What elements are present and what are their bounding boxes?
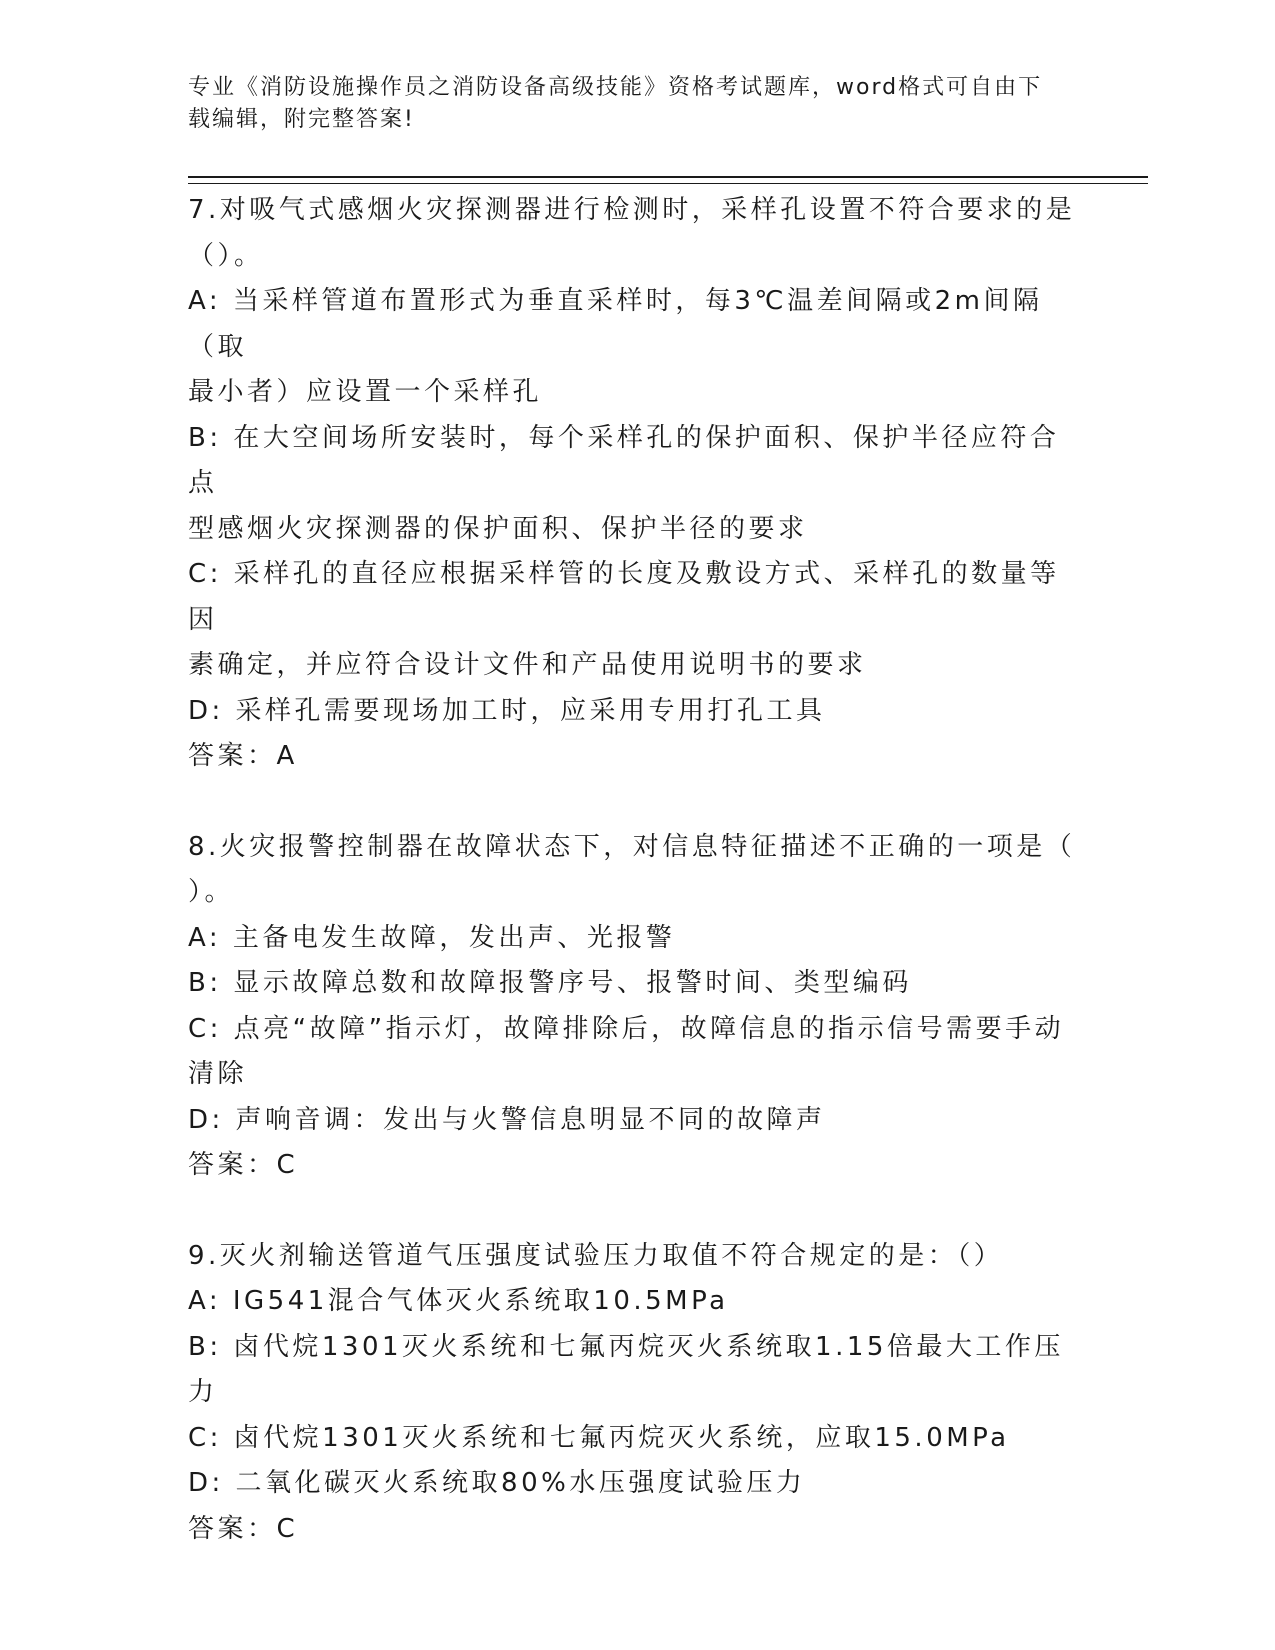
option-a: A: 主备电发生故障，发出声、光报警 bbox=[188, 922, 676, 953]
option-b: B: 卤代烷1301灭火系统和七氟丙烷灭火系统取1.15倍最大工作压力 bbox=[188, 1331, 1064, 1407]
question-stem: ）。 bbox=[188, 877, 235, 907]
option-c: 素确定，并应符合设计文件和产品使用说明书的要求 bbox=[188, 650, 867, 680]
option-c: C: 点亮“故障”指示灯，故障排除后，故障信息的指示信号需要手动 bbox=[188, 1013, 1065, 1044]
option-b: B: 在大空间场所安装时，每个采样孔的保护面积、保护半径应符合点 bbox=[188, 422, 1060, 498]
answer-label: 答案：A bbox=[188, 741, 298, 771]
option-a: 最小者）应设置一个采样孔 bbox=[188, 377, 543, 407]
option-c: C: 卤代烷1301灭火系统和七氟丙烷灭火系统，应取15.0MPa bbox=[188, 1422, 1010, 1453]
option-a: A: 当采样管道布置形式为垂直采样时，每3℃温差间隔或2m间隔（取 bbox=[188, 286, 1043, 362]
header-line: 载编辑，附完整答案! bbox=[188, 107, 415, 132]
document-header bbox=[188, 72, 1088, 136]
question-8 bbox=[188, 825, 1088, 1189]
option-a: A: IG541混合气体灭火系统取10.5MPa bbox=[188, 1286, 729, 1316]
question-stem: 8.火灾报警控制器在故障状态下，对信息特征描述不正确的一项是（ bbox=[188, 831, 1076, 862]
header-divider-thin bbox=[188, 183, 1148, 184]
option-d: D: 声响音调：发出与火警信息明显不同的故障声 bbox=[188, 1104, 826, 1135]
option-d: D: 采样孔需要现场加工时，应采用专用打孔工具 bbox=[188, 695, 826, 726]
answer-label: 答案：C bbox=[188, 1150, 299, 1180]
question-list bbox=[188, 188, 1088, 1597]
option-b: 型感烟火灾探测器的保护面积、保护半径的要求 bbox=[188, 513, 808, 544]
option-c: C: 采样孔的直径应根据采样管的长度及敷设方式、采样孔的数量等因 bbox=[188, 559, 1060, 635]
question-stem: （）。 bbox=[188, 240, 264, 271]
question-stem: 9.灭火剂输送管道气压强度试验压力取值不符合规定的是：（） bbox=[188, 1240, 1004, 1271]
header-divider-thick bbox=[188, 176, 1148, 178]
option-d: D: 二氧化碳灭火系统取80%水压强度试验压力 bbox=[188, 1468, 806, 1498]
question-9 bbox=[188, 1234, 1088, 1553]
option-c: 清除 bbox=[188, 1059, 248, 1089]
question-7 bbox=[188, 188, 1088, 780]
question-stem: 7.对吸气式感烟火灾探测器进行检测时，采样孔设置不符合要求的是 bbox=[188, 195, 1076, 225]
option-b: B: 显示故障总数和故障报警序号、报警时间、类型编码 bbox=[188, 968, 912, 998]
header-line: 专业《消防设施操作员之消防设备高级技能》资格考试题库，word格式可自由下 bbox=[188, 75, 1043, 100]
answer-label: 答案：C bbox=[188, 1513, 299, 1544]
